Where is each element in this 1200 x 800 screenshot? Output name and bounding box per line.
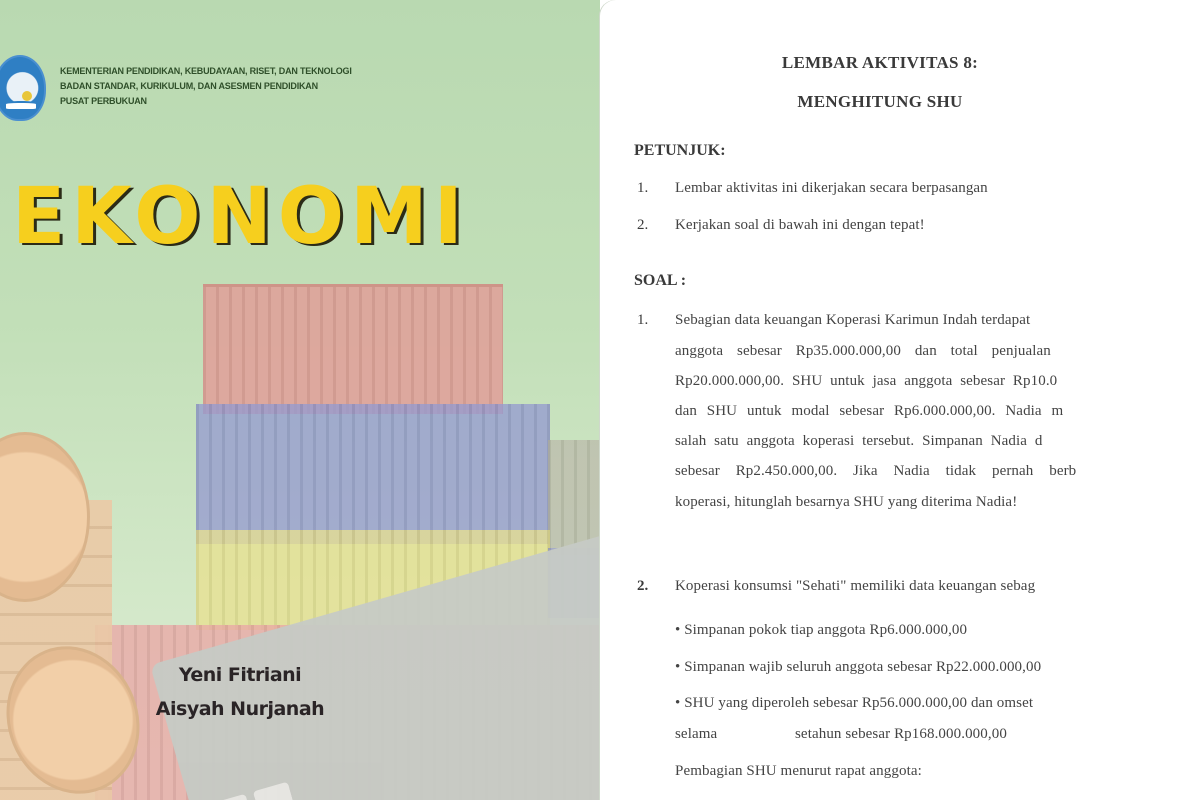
doc-title: LEMBAR AKTIVITAS 8: bbox=[781, 53, 979, 72]
question-1-line: Rp20.000.000,00. SHU untuk jasa anggota sebesar Rp10.0 bbox=[675, 373, 1058, 389]
question-1-line: Sebagian data keuangan Koperasi Karimun Indah terdapat bbox=[675, 312, 1031, 328]
question-1-line: sebesar Rp2.450.000,00. Jika Nadia tidak pernah berb bbox=[675, 463, 1077, 479]
question-2-bullet: • Simpanan pokok tiap anggota Rp6.000.000,00 bbox=[675, 622, 968, 638]
calculator-key bbox=[253, 782, 294, 800]
author-name: Aisyah Nurjanah bbox=[155, 698, 325, 720]
question-1-line: salah satu anggota koperasi tersebut. Simpanan Nadia d bbox=[675, 433, 1043, 449]
calculator-key bbox=[211, 794, 252, 800]
tut-wuri-handayani-logo-icon bbox=[0, 55, 46, 121]
instruction-text: Kerjakan soal di bawah ini dengan tepat! bbox=[675, 217, 925, 233]
question-2-footer: Pembagian SHU menurut rapat anggota: bbox=[675, 763, 922, 779]
question-2-intro: Koperasi konsumsi "Sehati" memiliki data keuangan sebag bbox=[675, 578, 1036, 594]
activity-sheet-page bbox=[600, 0, 1200, 800]
ministry-line: KEMENTERIAN PENDIDIKAN, KEBUDAYAAN, RISET, DAN TEKNOLOGI bbox=[60, 66, 352, 76]
book-icon bbox=[6, 101, 36, 109]
instruction-text: Lembar aktivitas ini dikerjakan secara berpasangan bbox=[675, 180, 988, 196]
question-number: 2. bbox=[637, 578, 649, 594]
soal-heading: SOAL : bbox=[634, 272, 687, 289]
question-1-line: koperasi, hitunglah besarnya SHU yang diterima Nadia! bbox=[675, 494, 1018, 510]
author-name: Yeni Fitriani bbox=[178, 664, 302, 686]
authors bbox=[130, 658, 350, 726]
instruction-number: 1. bbox=[637, 180, 649, 196]
instruction-number: 2. bbox=[637, 217, 649, 233]
petunjuk-heading: PETUNJUK: bbox=[634, 142, 726, 159]
ministry-header bbox=[60, 64, 352, 109]
book-title: EKONOMI bbox=[12, 172, 469, 262]
ministry-line: PUSAT PERBUKUAN bbox=[60, 96, 147, 106]
container-illustration-red-top bbox=[203, 284, 503, 414]
torch-icon bbox=[22, 91, 32, 101]
question-2-bullet-continued: selama bbox=[675, 726, 718, 742]
container-illustration-blue bbox=[196, 404, 550, 544]
ministry-line: BADAN STANDAR, KURIKULUM, DAN ASESMEN PENDIDIKAN bbox=[60, 81, 318, 91]
question-1-line: anggota sebesar Rp35.000.000,00 dan total penjualan bbox=[675, 343, 1051, 359]
question-2-bullet-continued: setahun sebesar Rp168.000.000,00 bbox=[795, 726, 1007, 742]
question-2-bullet: • Simpanan wajib seluruh anggota sebesar Rp22.000.000,00 bbox=[675, 659, 1042, 675]
question-1-line: dan SHU untuk modal sebesar Rp6.000.000,00. Nadia m bbox=[675, 403, 1064, 419]
question-number: 1. bbox=[637, 312, 649, 328]
question-2-bullet: • SHU yang diperoleh sebesar Rp56.000.000,00 dan omset bbox=[675, 695, 1034, 711]
doc-subtitle: MENGHITUNG SHU bbox=[797, 92, 963, 111]
